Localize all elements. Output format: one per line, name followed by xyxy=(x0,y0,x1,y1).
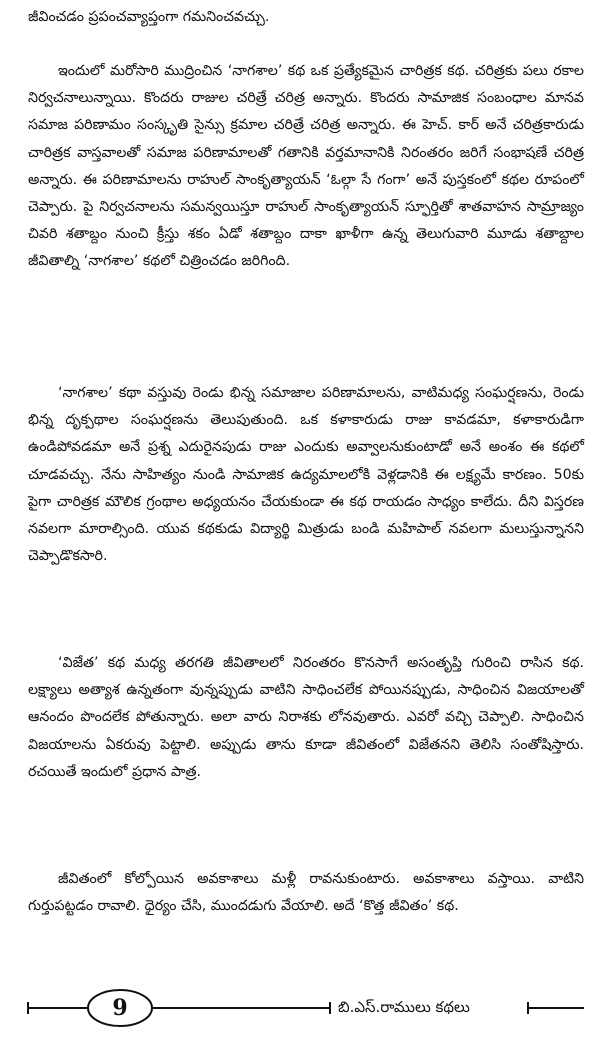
page-number: 9 xyxy=(112,995,128,1021)
paragraph-text: ‘విజేత’ కథ మధ్య తరగతి జీవితాలలో నిరంతరం కొనసాగే అసంతృప్తి గురించి రాసిన కథ. లక్ష్యాలు అత్యాశ ఉన్నతంగా వున్నప్పుడు వాటిని సాధించలేక పోయినప్పుడు, సాధించిన విజయాలతో ఆనందం పొందలేక పోతున్నారు. అలా వారు నిరాశకు లోనవుతారు. ఎవరో వచ్చి చెప్పాలి. సాధించిన విజయాలను ఏకరువు పెట్టాలి. అప్పుడు తాను కూడా జీవితంలో విజేతనని తెలిసి సంతోషిస్తారు. రచయితే ఇందులో ప్రధాన పాత్ర. xyxy=(28,655,584,780)
paragraph-kotha-jeevitham xyxy=(28,866,584,920)
running-footer-title: బి.ఎస్.రాములు కథలు xyxy=(338,998,470,1016)
paragraph-text: ఇందులో మరోసారి ముద్రించిన ‘నాగశాల’ కథ ఒక ప్రత్యేకమైన చారిత్రక కథ. చరిత్రకు పలు రకాల నిర్వచనాలున్నాయి. కొందరు రాజుల చరిత్రే చరిత్ర అన్నారు. కొందరు సామాజిక సంబంధాల మానవ సమాజ పరిణామం సంస్కృతి సైన్సు క్రమాల చరిత్రే చరిత్ర అన్నారు. ఈ హెచ్. కార్ అనే చరిత్రకారుడు చారిత్రక వాస్తవాలతో సమాజ పరిణామాలతో గతానికి వర్తమానానికి నిరంతరం జరిగే సంభాషణే చరిత్ర అన్నారు. ఈ పరిణామాలను రాహుల్ సాంకృత్యాయన్ ‘ఓల్గా సే గంగా’ అనే పుస్తకంలో కథల రూపంలో చెప్పారు. పై నిర్వచనాలను సమన్వయిస్తూ రాహుల్ సాంకృత్యాయన్ స్ఫూర్తితో శాతవాహన సామ్రాజ్యం చివరి శతాబ్దం నుంచి క్రీస్తు శకం ఏడో శతాబ్దం దాకా ఖాళీగా ఉన్న తెలుగువారి మూడు శతాబ్దాల జీవితాల్ని ‘నాగశాల’ కథలో చిత్రించడం జరిగింది. xyxy=(28,63,584,270)
paragraph-continuation xyxy=(28,4,584,31)
paragraph-vijetha xyxy=(28,650,584,786)
paragraph-nagashala-intro xyxy=(28,58,584,276)
page-footer xyxy=(0,980,600,1038)
paragraph-text: జీవితంలో కోల్పోయిన అవకాశాలు మళ్లీ రావనుకుంటారు. అవకాశాలు వస్తాయి. వాటిని గుర్తుపట్టడం రావాలి. ధైర్యం చేసి, ముందడుగు వేయాలి. అదే ‘కొత్త జీవితం’ కథ. xyxy=(28,871,584,915)
paragraph-nagashala-story xyxy=(28,380,584,570)
paragraph-text: ‘నాగశాల’ కథా వస్తువు రెండు భిన్న సమాజాల పరిణామాలను, వాటిమధ్య సంఘర్షణను, రెండు భిన్న దృక్పథాల సంఘర్షణను తెలుపుతుంది. ఒక కళాకారుడు రాజు కావడమా, కళాకారుడిగా ఉండిపోవడమా అనే ప్రశ్న ఎదురైనపుడు రాజు ఎందుకు అవ్వాలనుకుంటాడో అనే అంశం ఈ కథలో చూడవచ్చు. నేను సాహిత్యం నుండి సామాజిక ఉద్యమాలలోకి వెళ్లడానికి ఈ లక్ష్యమే కారణం. 50కు పైగా చారిత్రక మౌలిక గ్రంథాల అధ్యయనం చేయకుండా ఈ కథ రాయడం సాధ్యం కాలేదు. దీని విస్తరణ నవలగా మారాల్సింది. యువ కథకుడు విద్యార్థి మిత్రుడు బండి మహిపాల్ నవలగా మలుస్తున్నానని చెప్పాడొకసారి. xyxy=(28,385,584,565)
paragraph-text: జీవించడం ప్రపంచవ్యాప్తంగా గమనించవచ్చు. xyxy=(28,9,270,25)
